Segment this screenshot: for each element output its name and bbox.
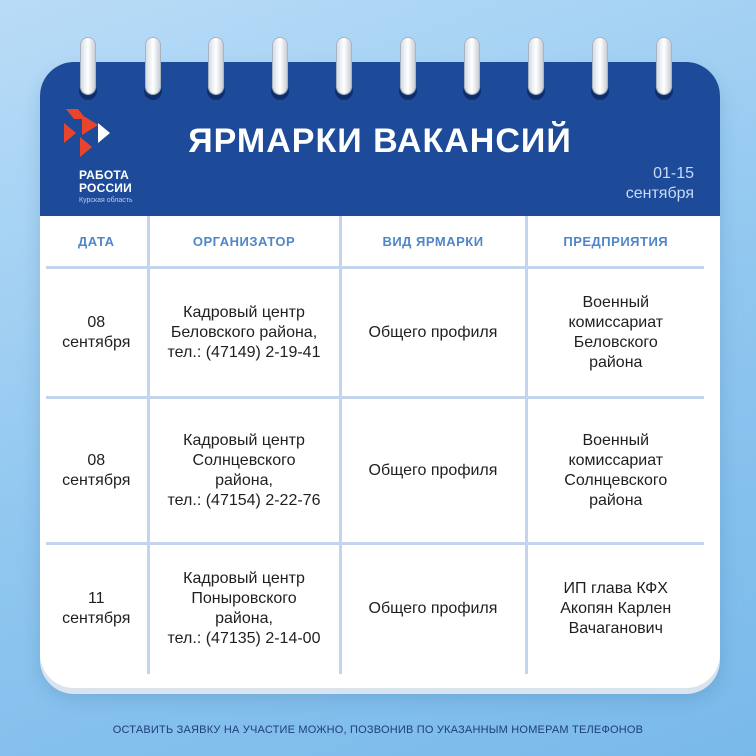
company-line: Вачаганович — [568, 620, 663, 638]
companies-cell — [526, 544, 704, 674]
organizer-cell — [148, 268, 340, 398]
organizer-line: Беловского района, — [170, 323, 318, 341]
organizer-line: Кадровый центр — [183, 431, 305, 449]
organizer-cell — [148, 544, 340, 674]
company-line: Беловского — [573, 333, 658, 351]
date-month: сентября — [62, 610, 131, 628]
fair-type-cell: Общего профиля — [340, 544, 526, 674]
date-month: сентября — [62, 333, 131, 351]
organizer-line: Кадровый центр — [183, 570, 305, 588]
date-month: сентября — [62, 471, 131, 489]
company-line: Военный — [582, 293, 650, 311]
organizer-cell — [148, 398, 340, 544]
period-label — [626, 164, 694, 204]
companies-cell — [526, 398, 704, 544]
period-month: сентября — [625, 185, 694, 202]
date-day: 08 — [87, 313, 106, 331]
organizer-phone: тел.: (47135) 2-14-00 — [167, 630, 321, 648]
column-header-organizer: ОРГАНИЗАТОР — [148, 216, 340, 268]
date-day: 08 — [87, 451, 106, 469]
organizer-line: района, — [215, 610, 273, 628]
organizer-line: Поныровского — [191, 590, 297, 608]
column-header-date: ДАТА — [46, 216, 148, 268]
fair-type-cell: Общего профиля — [340, 268, 526, 398]
logo-text-line1: РАБОТА — [79, 168, 130, 182]
organizer-line: Кадровый центр — [183, 303, 305, 321]
logo-subtitle: Курская область — [79, 197, 133, 204]
organizer-phone: тел.: (47154) 2-22-76 — [167, 491, 321, 509]
organizer-line: района, — [215, 471, 273, 489]
table-row — [46, 544, 704, 674]
column-header-companies: ПРЕДПРИЯТИЯ — [526, 216, 704, 268]
company-line: района — [589, 353, 643, 371]
company-line: Солнцевского — [564, 471, 668, 489]
date-cell — [46, 544, 148, 674]
table-row — [46, 268, 704, 398]
company-line: Военный — [582, 431, 650, 449]
logo-text-line2: РОССИИ — [79, 181, 132, 195]
period-days: 01-15 — [653, 165, 694, 182]
fairs-table — [46, 216, 704, 674]
date-cell — [46, 268, 148, 398]
company-line: района — [589, 491, 643, 509]
table-header-row — [46, 216, 704, 268]
date-day: 11 — [87, 590, 105, 608]
footer-note: ОСТАВИТЬ ЗАЯВКУ НА УЧАСТИЕ МОЖНО, ПОЗВОНИВ ПО УКАЗАННЫМ НОМЕРАМ ТЕЛЕФОНОВ — [112, 724, 644, 736]
page-title: ЯРМАРКИ ВАКАНСИЙ — [188, 122, 572, 160]
column-header-type: ВИД ЯРМАРКИ — [340, 216, 526, 268]
organizer-line: Солнцевского — [192, 451, 296, 469]
date-cell — [46, 398, 148, 544]
company-line: ИП глава КФХ — [563, 580, 668, 598]
companies-cell — [526, 268, 704, 398]
organizer-phone: тел.: (47149) 2-19-41 — [167, 343, 321, 361]
calendar-card — [40, 62, 720, 688]
company-line: комиссариат — [568, 451, 664, 469]
company-line: комиссариат — [568, 313, 664, 331]
company-line: Акопян Карлен — [560, 600, 672, 618]
fair-type-cell: Общего профиля — [340, 398, 526, 544]
calendar-header — [40, 62, 720, 216]
table-row — [46, 398, 704, 544]
